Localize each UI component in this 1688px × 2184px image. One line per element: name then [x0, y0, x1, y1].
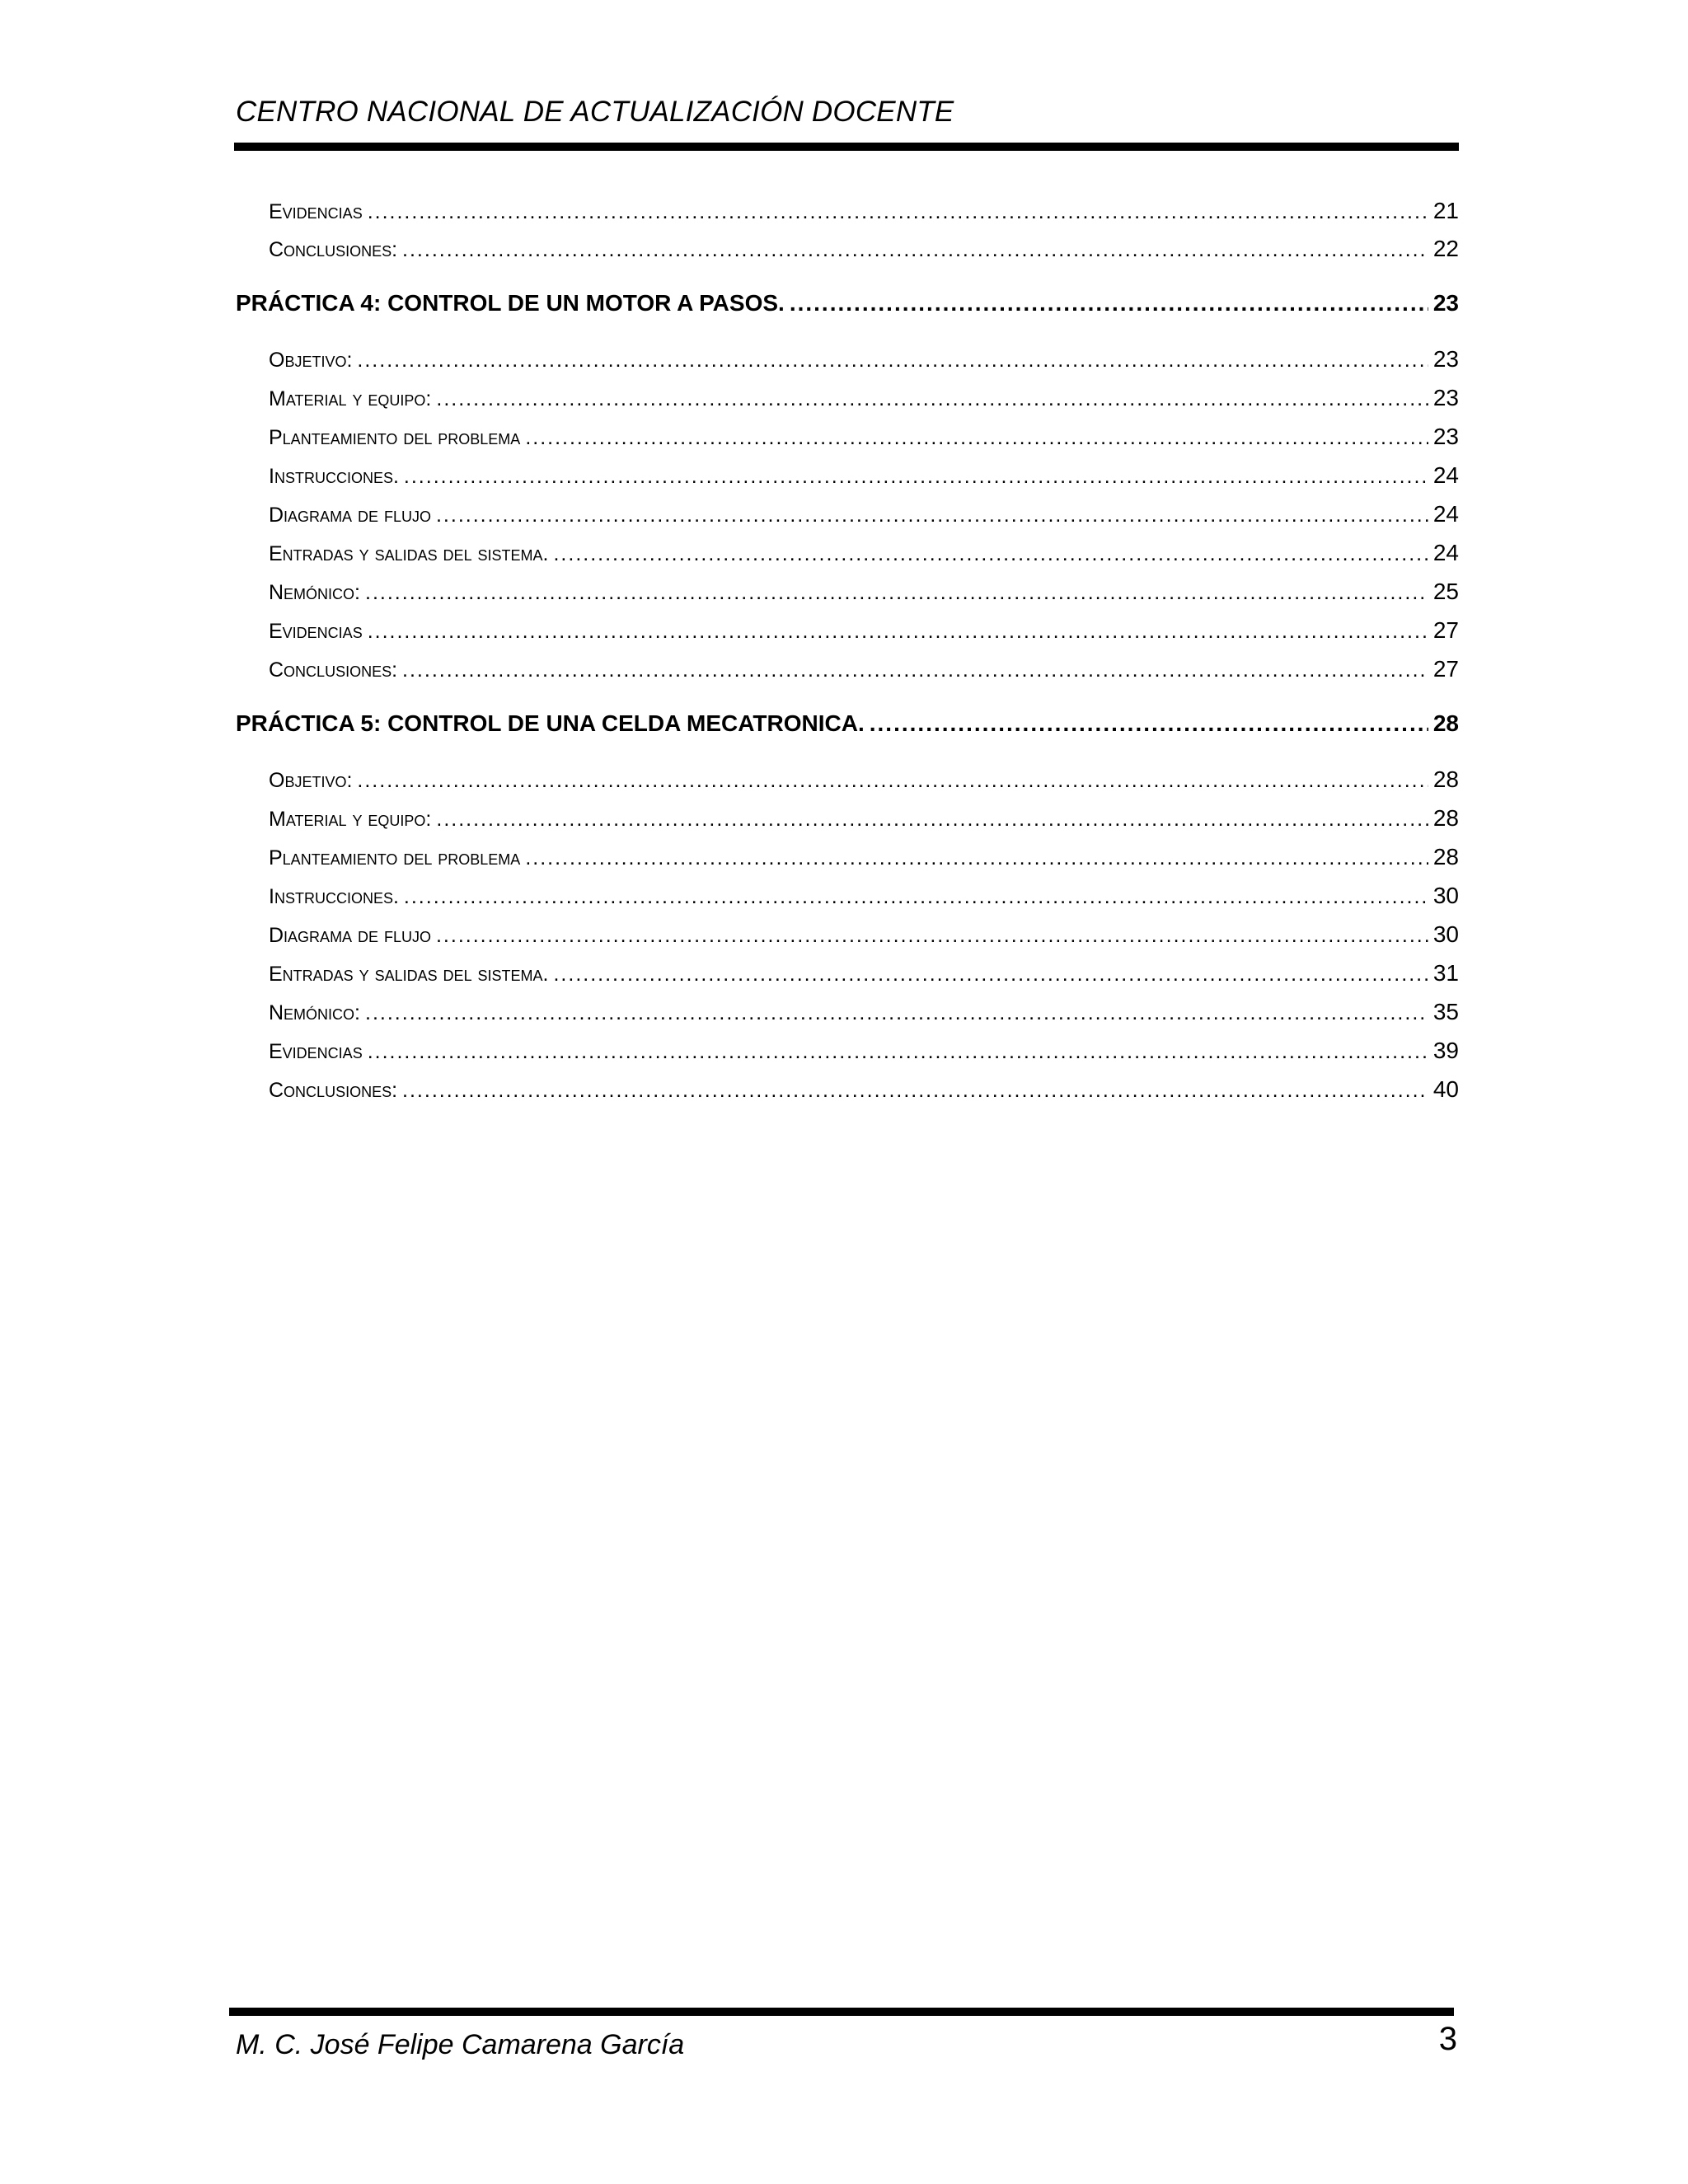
toc-entry-page: 21	[1432, 198, 1459, 223]
toc-entry-page: 28	[1432, 844, 1459, 869]
toc-entry-label: Instrucciones.	[269, 885, 399, 908]
toc-entry-page: 28	[1432, 710, 1459, 736]
toc-entry-label: Evidencias	[269, 620, 363, 643]
toc-entry[interactable]	[269, 499, 1459, 529]
toc-entry[interactable]	[269, 422, 1459, 452]
toc-entry[interactable]	[269, 920, 1459, 949]
toc-entry[interactable]	[269, 383, 1459, 413]
toc-leader-dots	[365, 998, 1428, 1027]
toc-entry-page: 23	[1432, 290, 1459, 316]
toc-entry[interactable]	[269, 997, 1459, 1027]
toc-entry-label: Conclusiones:	[269, 238, 398, 261]
toc-chapter-entry[interactable]	[236, 287, 1459, 320]
toc-entry[interactable]	[269, 1075, 1459, 1104]
toc-leader-dots	[525, 423, 1428, 452]
toc-entry-label: Diagrama de flujo	[269, 504, 431, 527]
toc-entry-page: 24	[1432, 462, 1459, 488]
toc-entry[interactable]	[269, 234, 1459, 264]
toc-chapter-entry[interactable]	[236, 707, 1459, 740]
footer-rule	[229, 2008, 1454, 2016]
toc-entry-label: PRÁCTICA 4: CONTROL DE UN MOTOR A PASOS.	[236, 290, 785, 316]
toc-entry-page: 31	[1432, 960, 1459, 986]
toc-entry-page: 23	[1432, 346, 1459, 372]
toc-leader-dots	[365, 578, 1428, 607]
toc-leader-dots	[436, 384, 1428, 413]
toc-entry[interactable]	[269, 196, 1459, 226]
toc-leader-dots	[404, 882, 1428, 911]
toc-entry-label: Instrucciones.	[269, 465, 399, 488]
toc-leader-dots	[436, 921, 1428, 949]
toc-leader-dots	[553, 539, 1428, 568]
toc-leader-dots	[404, 462, 1428, 490]
toc-entry-label: Material y equipo:	[269, 808, 432, 831]
toc-entry-page: 39	[1432, 1038, 1459, 1063]
toc-entry-page: 23	[1432, 385, 1459, 410]
toc-leader-dots	[402, 1076, 1428, 1104]
toc-entry-label: Nemónico:	[269, 1001, 361, 1024]
toc-leader-dots	[525, 843, 1428, 872]
toc-entry[interactable]	[269, 958, 1459, 988]
toc-entry[interactable]	[269, 804, 1459, 833]
toc-leader-dots	[368, 616, 1428, 645]
toc-leader-dots	[553, 959, 1428, 988]
header-rule	[234, 143, 1459, 151]
toc-leader-dots	[368, 197, 1428, 226]
toc-entry[interactable]	[269, 344, 1459, 374]
toc-entry-page: 24	[1432, 540, 1459, 565]
toc-entry-label: Planteamiento del problema	[269, 846, 521, 869]
toc-entry-label: Evidencias	[269, 1040, 363, 1063]
toc-entry-page: 35	[1432, 999, 1459, 1024]
toc-entry-label: Conclusiones:	[269, 1079, 398, 1102]
toc-leader-dots	[402, 655, 1428, 684]
toc-leader-dots	[357, 345, 1428, 374]
toc-entry[interactable]	[269, 654, 1459, 684]
toc-entry-page: 28	[1432, 766, 1459, 792]
toc-entry-label: Material y equipo:	[269, 387, 432, 410]
toc-entry-label: Conclusiones:	[269, 658, 398, 682]
toc-leader-dots	[357, 766, 1428, 794]
toc-leader-dots	[790, 287, 1428, 320]
toc-entry-page: 40	[1432, 1076, 1459, 1102]
header-title: CENTRO NACIONAL DE ACTUALIZACIÓN DOCENTE	[236, 96, 954, 128]
toc-leader-dots	[870, 707, 1428, 740]
footer-author: M. C. José Felipe Camarena García	[236, 2029, 685, 2060]
toc-entry-label: Diagrama de flujo	[269, 924, 431, 947]
toc-entry-page: 28	[1432, 805, 1459, 831]
toc-entry-page: 30	[1432, 921, 1459, 947]
toc-entry-label: Nemónico:	[269, 581, 361, 604]
toc-entry-label: PRÁCTICA 5: CONTROL DE UNA CELDA MECATRONICA.	[236, 710, 865, 736]
toc-leader-dots	[402, 235, 1428, 264]
toc-entry-page: 27	[1432, 617, 1459, 643]
toc-entry-label: Objetivo:	[269, 769, 353, 792]
toc-entry-label: Entradas y salidas del sistema.	[269, 542, 549, 565]
toc-entry[interactable]	[269, 538, 1459, 568]
toc-entry-page: 24	[1432, 501, 1459, 527]
toc-entry-page: 23	[1432, 424, 1459, 449]
toc-entry-page: 27	[1432, 656, 1459, 682]
toc-leader-dots	[368, 1037, 1428, 1066]
toc-entry[interactable]	[269, 616, 1459, 645]
toc-entry[interactable]	[269, 765, 1459, 794]
toc-entry-label: Planteamiento del problema	[269, 426, 521, 449]
toc-entry-page: 22	[1432, 236, 1459, 261]
toc-entry-label: Objetivo:	[269, 349, 353, 372]
toc-entry-page: 25	[1432, 579, 1459, 604]
toc-entry[interactable]	[269, 842, 1459, 872]
toc-entry[interactable]	[269, 461, 1459, 490]
toc-entry[interactable]	[269, 577, 1459, 607]
toc-leader-dots	[436, 804, 1428, 833]
page-number: 3	[1438, 2021, 1457, 2057]
toc-entry-label: Entradas y salidas del sistema.	[269, 963, 549, 986]
toc-entry-page: 30	[1432, 883, 1459, 908]
toc-entry-label: Evidencias	[269, 200, 363, 223]
toc-entry[interactable]	[269, 881, 1459, 911]
toc-leader-dots	[436, 500, 1428, 529]
toc-entry[interactable]	[269, 1036, 1459, 1066]
